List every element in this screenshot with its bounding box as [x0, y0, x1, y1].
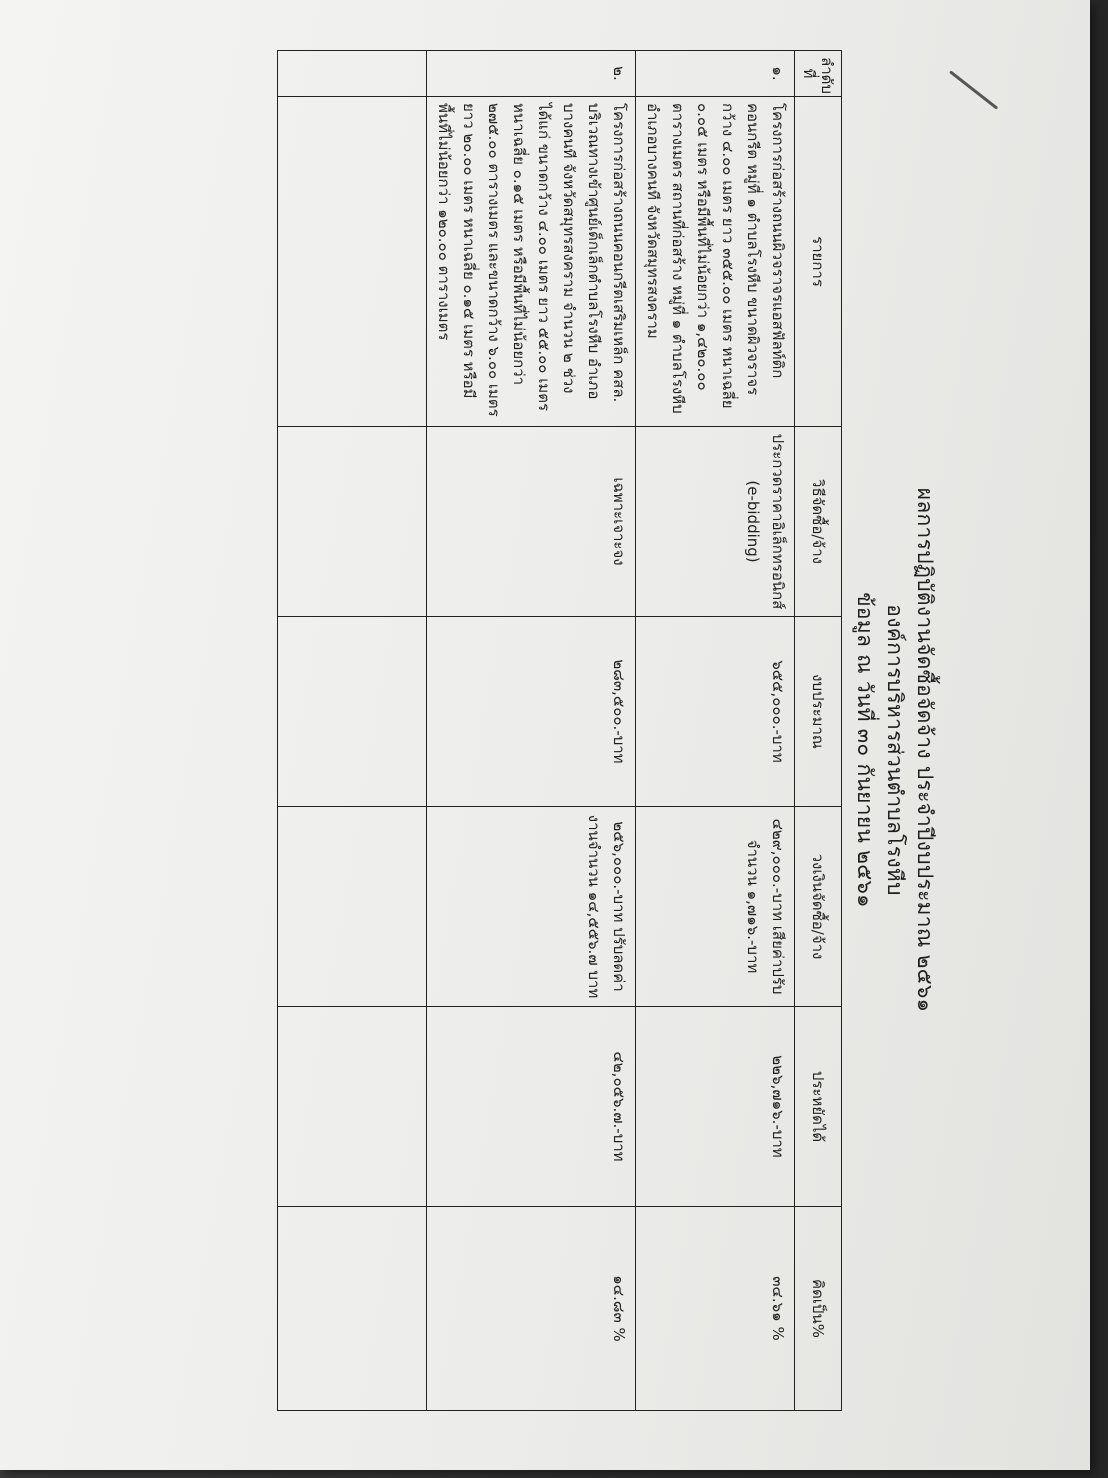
row-item: โครงการก่อสร้างถนนผิวจราจรแอสฟัลท์ติกคอนกรีต หมู่ที่ ๑ ตำบลโรงหีบ ขนาดผิวจราจรกว้าง ๔.๐๐ เมตร ยาว ๓๕๕.๐๐ เมตร หนาเฉลี่ย ๐.๐๕ เมตร หรือมีพื้นที่ไม่น้อยกว่า ๑,๔๒๐.๐๐ ตารางเมตร สถานที่ก่อสร้าง หมู่ที่ ๑ ตำบลโรงหีบ อำเภอบางคนที จังหวัดสมุทรสงคราม [636, 97, 795, 427]
empty-cell [278, 1007, 427, 1207]
empty-cell [278, 97, 427, 427]
row-budget: ๒๘๓,๕๐๐.-บาท [427, 617, 636, 807]
row-no: ๒. [427, 51, 636, 97]
row-contract: ๔๒๙,๐๐๐.-บาท เสียค่าปรับจำนวน ๑,๗๑๖.-บาท [636, 807, 795, 1007]
procurement-table [277, 50, 842, 1411]
row-method: ประกวดราคาอิเล็กทรอนิกส์ (e-bidding) [636, 427, 795, 617]
header-budget: งบประมาณ [795, 617, 842, 807]
empty-cell [278, 807, 427, 1007]
title-line-2: องค์การบริหารส่วนตำบลโรงหีบ [883, 604, 907, 896]
document-heading [850, 40, 940, 1460]
row-saved: ๒๒๖,๗๑๖.-บาท [636, 1007, 795, 1207]
row-no: ๑. [636, 51, 795, 97]
row-saved: ๔๒,๐๕๖.๗.-บาท [427, 1007, 636, 1207]
table-row [427, 51, 636, 1411]
title-line-3: ข้อมูล ณ วันที่ ๓๐ กันยายน ๒๕๖๑ [853, 592, 877, 908]
empty-cell [278, 51, 427, 97]
header-item: รายการ [795, 97, 842, 427]
table-row [636, 51, 795, 1411]
header-contract: วงเงินจัดซื้อ/จ้าง [795, 807, 842, 1007]
row-contract: ๒๕๖,๐๐๐.-บาท ปรับลดค่างานจำนวน ๑๔,๕๕๖.๗ บาท [427, 807, 636, 1007]
header-method: วิธีจัดซื้อ/จ้าง [795, 427, 842, 617]
header-percent: คิดเป็น% [795, 1207, 842, 1411]
empty-cell [278, 617, 427, 807]
empty-cell [278, 1207, 427, 1411]
table-header-row [795, 51, 842, 1411]
header-no: ลำดับที่ [795, 51, 842, 97]
rotated-document [10, 40, 940, 1460]
row-percent: ๓๔.๖๑ % [636, 1207, 795, 1411]
row-budget: ๖๕๕,๐๐๐.-บาท [636, 617, 795, 807]
empty-cell [278, 427, 427, 617]
pen-mark [949, 70, 998, 109]
row-method: เฉพาะเจาะจง [427, 427, 636, 617]
header-saved: ประหยัดได้ [795, 1007, 842, 1207]
title-line-1: ผลการปฏิบัติงานจัดซื้อจัดจ้าง ประจำปีงบประมาณ ๒๕๖๑ [913, 487, 937, 1013]
row-item: โครงการก่อสร้างถนนคอนกรีตเสริมเหล็ก คสล. บริเวณทางเข้าศูนย์เด็กเล็กตำบลโรงหีบ อำเภอบางคนที จังหวัดสมุทรสงคราม จำนวน ๒ ช่วง ได้แก่ ขนาดกว้าง ๔.๐๐ เมตร ยาว ๕๕.๐๐ เมตร หนาเฉลี่ย ๐.๑๕ เมตร หรือมีพื้นที่ไม่น้อยกว่า ๒๗๕.๐๐ ตารางเมตร และขนาดกว้าง ๖.๐๐ เมตร ยาว ๒๐.๐๐ เมตร หนาเฉลี่ย ๐.๑๕ เมตร หรือมีพื้นที่ไม่น้อยกว่า ๑๒๐.๐๐ ตารางเมตร [427, 97, 636, 427]
table-row-empty [278, 51, 427, 1411]
row-percent: ๑๔.๘๓ % [427, 1207, 636, 1411]
